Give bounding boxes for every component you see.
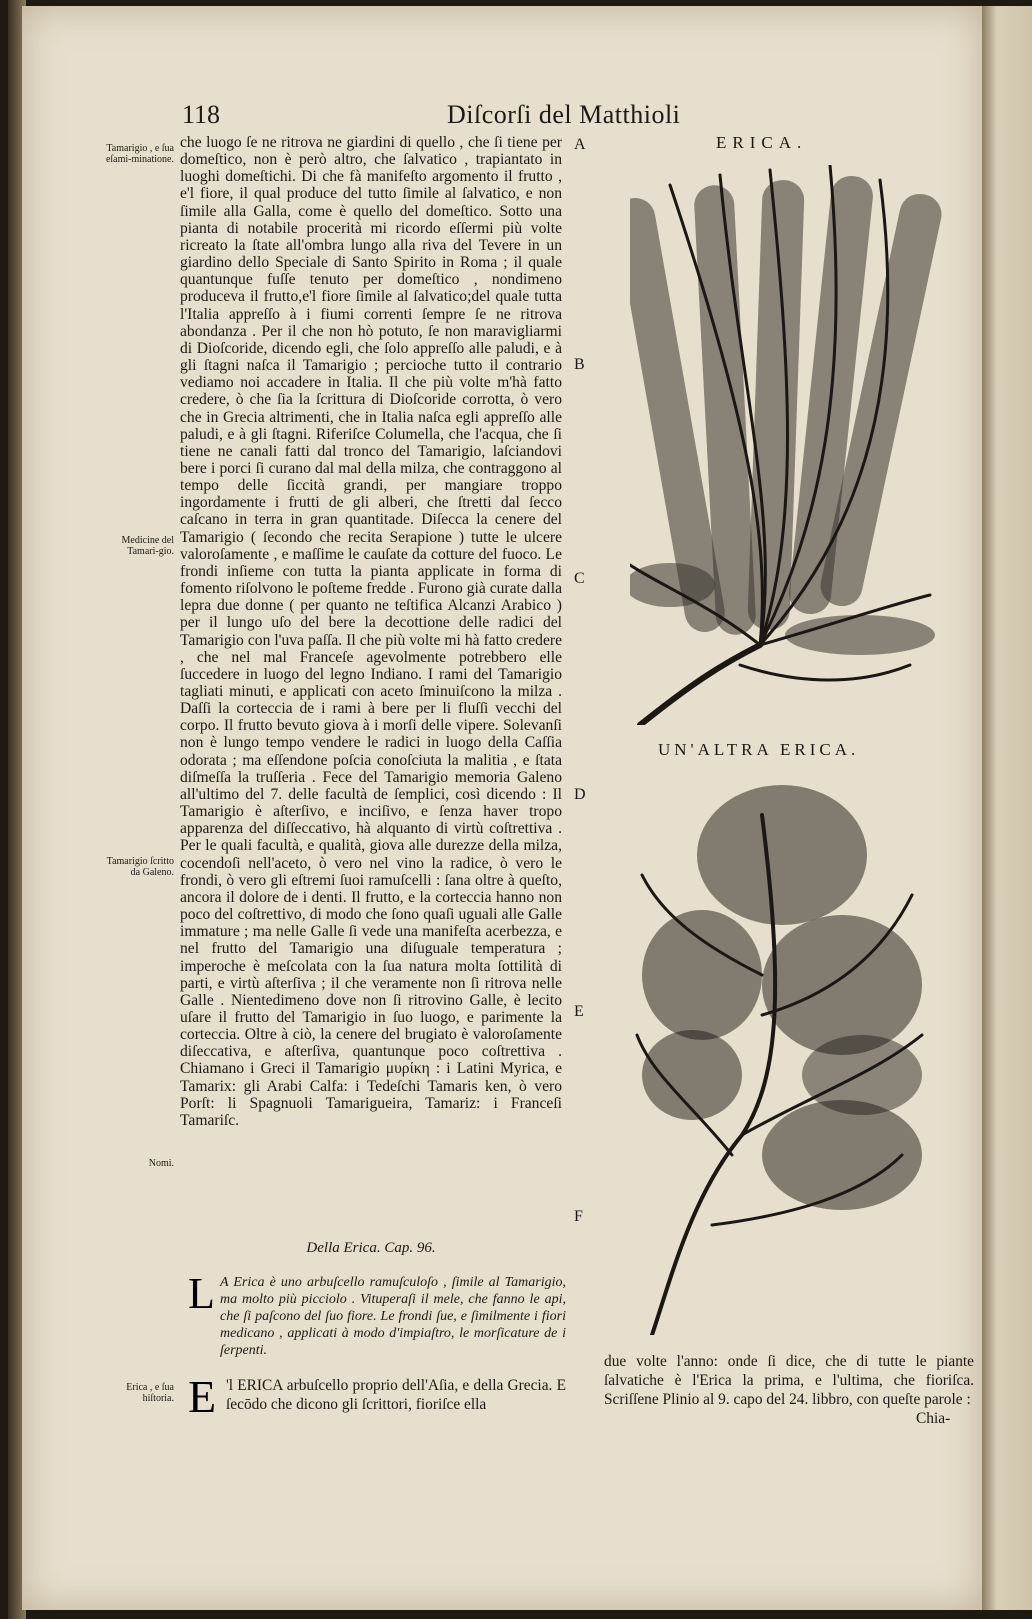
next-page-edge (982, 6, 1032, 1610)
marginal-note: Erica , e ſua hiſtoria. (126, 1382, 174, 1404)
main-text-column (180, 134, 562, 1129)
section-letter: D (574, 786, 586, 803)
section-letter: B (574, 356, 585, 373)
section-letter: C (574, 570, 585, 587)
marginal-note: Tamarigio ſcritto da Galeno. (106, 856, 174, 878)
section-letter: E (574, 1003, 584, 1020)
page-title: Diſcorſi del Matthioli (447, 100, 681, 129)
marginal-note: Medicine del Tamari-gio. (121, 535, 174, 557)
page-number: 118 (182, 100, 221, 129)
marginal-note: Tamarigio , e ſua eſami-minatione. (105, 143, 174, 165)
catchword: Chia- (916, 1410, 951, 1427)
right-column-text: due volte l'anno: onde ſi dice, che di tutte le piante ſalvatiche è l'Erica la prima, e l'ultima, che fioriſca. Scriſſene Plinio al 9. capo del 24. libbro, con queſte parole : (604, 1353, 974, 1408)
heather-sprig-illustration (630, 165, 950, 725)
chapter-intro-text: 'l ERICA arbuſcello proprio dell'Aſia, e della Grecia. E ſecōdo che dicono gli ſcrittori, fioriſce ella (226, 1377, 566, 1413)
section-letter: A (574, 136, 586, 153)
section-letter: F (574, 1208, 583, 1225)
body-paragraph: che luogo ſe ne ritrova ne giardini di quello , che ſi tiene per domeſtico, non è però altro, che ſalvatico , trapiantato in luoghi domeſtichi. Di che fà manifeſto argomento il frutto , e'l fiore, il qual produce del tutto ſimile al ſalvatico, e non ſimile alla Galla, come è quello del domeſtico. Sotto una pianta di notabile procerità mi ricordo eſſermi più volte ricreato la ſtate all'ombra lungo alla riva del Tevere in un giardino dello Speciale di Santo Spirito in Roma ; il quale quantunque fuſſe tenuto per domeſtico , nondimeno produceva il frutto,e'l fiore ſimile al ſalvatico;del quale tutta l'Italia appreſſo à i fiumi correnti ſempre ſe ne ritrova abondanza . Per il che non hò potuto, ſe non maravigliarmi di Dioſcoride, dicendo egli, che ſolo appreſſo alle paludi, e à gli ſtagni naſca il Tamarigio ; percioche tutto il contrario vediamo noi accadere in Italia. Il che più volte m'hà fatto credere, ò che ſia la ſcrittura di Dioſcoride corrotta, ò vero che in Grecia altrimenti, che in Italia naſca egli appreſſo alle paludi, e à gli ſtagni. Riferiſce Columella, che l'acqua, che ſi tiene ne canali fatti dal tronco del Tamarigio, laſciandovi bere i porci ſi curano dal mal della milza, che contraggono al tempo delle ſiccità grandi, per mangiare troppo ingordamente i frutti de gli alberi, che ſtretti dal ſecco caſcano in terra in gran quantitade. Diſecca la cenere del Tamarigio ( ſecondo che recita Serapione ) tutte le ulcere valoroſamente , e maſſime le cauſate da cotture del fuoco. Le frondi inſieme con tutta la pianta applicate in forma di fomento riſolvono le poſteme fredde . Furono già curate dalla lepra due donne ( per quanto ne teſtifica Alcanzi Arabico ) per il lungo uſo del bere la decottione delle radici del Tamarigio con l'uva paſſa. Il che più volte mi hà fatto credere , che nel mal Franceſe agevolmente potrebbero elle ſuccedere in luogo del legno Indiano. I rami del Tamarigio tagliati minuti, e applicati con aceto ſminuiſcono la milza . Daſſi la corteccia de i rami à bere per li fluſſi vecchi del corpo. Il frutto bevuto giova à i morſi delle vipere. Solevanſi non è lungo tempo vendere le radici in luogo della Caſſia odorata ; ma eſſendone poſcia conoſciuta la malitia , e ſtata diſmeſſa la truſſeria . Fece del Tamarigio memoria Galeno all'ultimo del 7. delle facultà de ſemplici, così dicendo : Il Tamarigio è aſterſivo, e inciſivo, e ſenza haver tropo apparenza del diſſeccativo, hà alquanto di virtù coſtrettiva . Per le quali facultà, e qualità, giova alle durezze della milza, cocendoſi nell'aceto, ò vero nel vino la radice, ò vero le frondi, ò vero gli eſtremi ſuoi ramuſcelli : ſana oltre à queſto, ancora il dolore de i denti. Il frutto, e la corteccia hanno non poco del coſtrettivo, di modo che ſono quaſi uguali alle Galle immature ; ma nelle Galle ſi vede una manifeſta acerbezza, e nel frutto del Tamarigio una diſuguale temperatura ; imperoche è meſcolata con la ſua natura molta ſottilità di parti, e virtù aſterſiva ; il che veramente non ſi ritrova nelle Galle . Nientedimeno dove non ſi ritrovino Galle, è lecito uſare il frutto del Tamarigio in ſuo luogo, e parimente la corteccia. Oltre à ciò, la cenere del brugiato è valoroſamente diſeccativa, e aſterſiva, quantunque poco coſtrettiva . Chiamano i Greci il Tamarigio μυρίκη : i Latini Myrica, e Tamarix: gli Arabi Calfa: i Tedeſchi Tamaris ken, ò vero Porſt: li Spagnuoli Tamarigueira, Tamariz: i Franceſi Tamariſc. (180, 134, 562, 1129)
drop-cap: L (188, 1269, 215, 1318)
chapter-heading: Della Erica. Cap. 96. (306, 1240, 436, 1256)
figure-caption: ERICA. (716, 133, 808, 152)
figure-caption: UN'ALTRA ERICA. (658, 740, 860, 759)
heather-flowering-branch-illustration (632, 775, 932, 1335)
marginal-note: Nomi. (148, 1158, 174, 1169)
drop-cap: E (188, 1371, 217, 1422)
chapter-summary: A Erica è uno arbuſcello ramuſculoſo , ſimile al Tamarigio, ma molto più picciolo . Vituperaſi il mele, che fanno le api, che ſi paſcono del ſuo fiore. Le frondi ſue, e ſimilmente i fiori medicano , applicati à modo d'impiaſtro, le morſicature de i ſerpenti. (220, 1275, 566, 1358)
